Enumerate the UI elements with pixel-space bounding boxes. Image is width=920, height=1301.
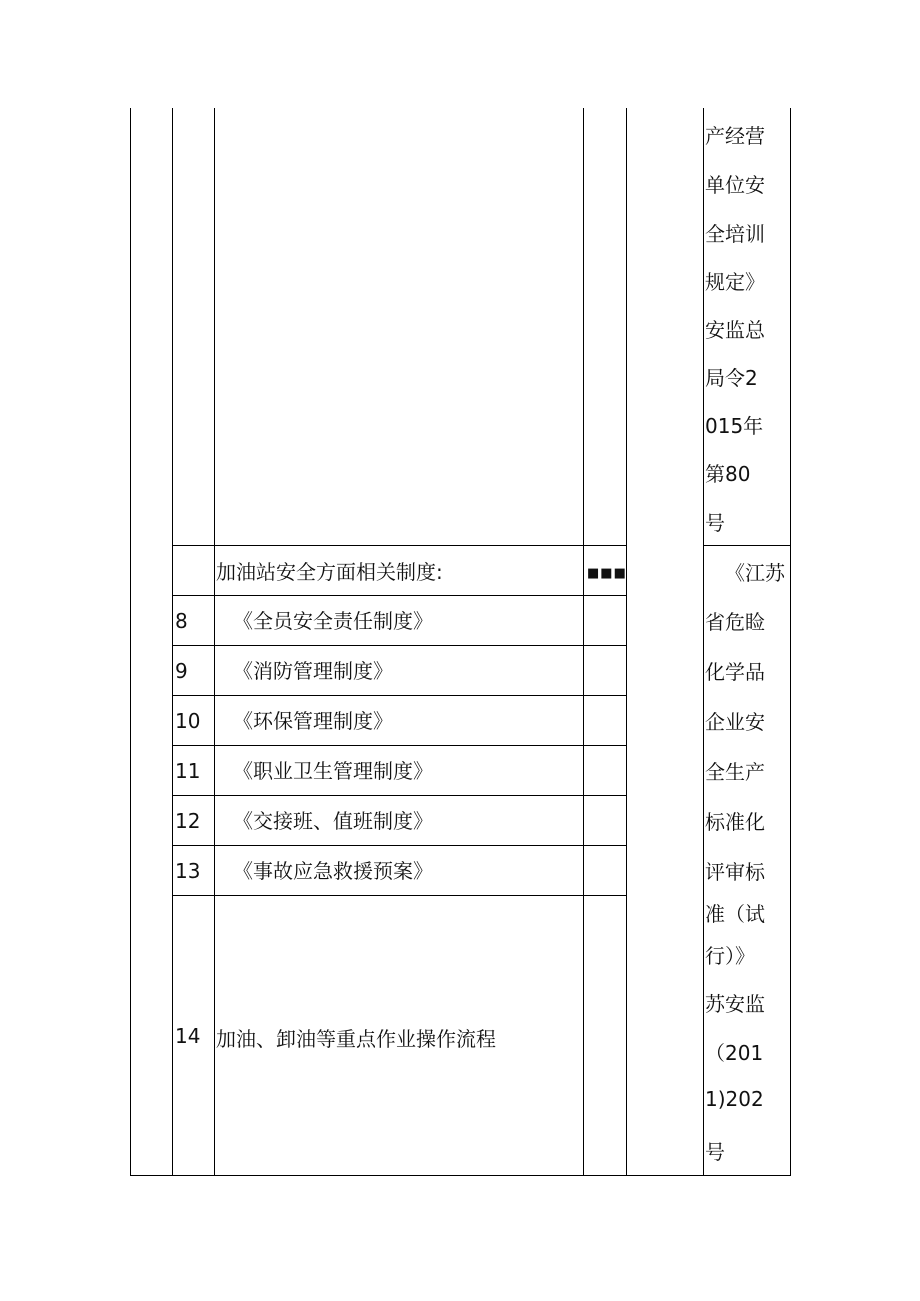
note-top-line-4: 安监总 [705,318,765,342]
grid-line-v4 [626,108,627,1176]
grid-line-v3 [583,108,584,1176]
grid-line-h-row8 [172,595,626,596]
row-number: 14 [175,1024,201,1048]
row-text: 《交接班、值班制度》 [233,809,433,833]
note-top-line-1: 单位安 [705,173,765,197]
note-top-line-2: 全培训 [705,222,765,246]
grid-line-h-row12 [172,795,626,796]
note-top-line-3: 规定》 [705,270,765,294]
note-bottom-line-4: 全生产 [705,760,765,784]
grid-line-h-row10 [172,695,626,696]
note-top-line-8: 号 [705,511,725,535]
row-text: 《职业卫生管理制度》 [233,759,433,783]
note-bottom-line-1: 省危睑 [705,610,765,634]
note-bottom-line-0: 《江苏 [725,561,785,585]
grid-line-v0 [130,108,131,1176]
grid-line-v6 [790,108,791,1176]
grid-line-h-header [172,545,626,546]
grid-line-h-bottom [130,1175,791,1176]
row-text: 《事故应急救援预案》 [233,859,433,883]
note-top-line-0: 产经营 [705,124,765,148]
note-bottom-line-9: 苏安监 [705,992,765,1016]
note-bottom-line-7: 准（试 [705,902,765,926]
note-bottom-line-3: 企业安 [705,710,765,734]
note-bottom-line-12: 号 [705,1140,725,1164]
row-number: 10 [175,709,201,733]
row-number: 13 [175,859,201,883]
note-top-line-7: 第80 [705,462,751,486]
row-text: 加油、卸油等重点作业操作流程 [216,1027,496,1051]
grid-line-v1 [172,108,173,1176]
grid-line-h-notes-split [703,545,790,546]
row-number: 9 [175,659,188,683]
row-number: 11 [175,759,201,783]
note-bottom-line-6: 评审标 [705,860,765,884]
note-bottom-line-2: 化学品 [705,660,765,684]
grid-line-v2 [214,108,215,1176]
section-header-label: 加油站安全方面相关制度: [216,560,443,584]
row-text: 《全员安全责任制度》 [233,609,433,633]
note-bottom-line-11: 1)202 [705,1087,764,1111]
note-bottom-line-8: 行）》 [705,944,755,968]
note-bottom-line-10: （201 [705,1041,764,1065]
note-top-line-5: 局令2 [705,366,758,390]
row-number: 8 [175,609,188,633]
grid-line-v5 [703,108,704,1176]
row-text: 《环保管理制度》 [233,709,393,733]
note-top-line-6: 015年 [705,414,764,438]
grid-line-h-row9 [172,645,626,646]
grid-line-h-row13 [172,845,626,846]
grid-line-h-row14 [172,895,626,896]
grid-line-h-row11 [172,745,626,746]
row-text: 《消防管理制度》 [233,659,393,683]
note-bottom-line-5: 标准化 [705,810,765,834]
section-header-marker: ■■■ [587,566,627,581]
row-number: 12 [175,809,201,833]
